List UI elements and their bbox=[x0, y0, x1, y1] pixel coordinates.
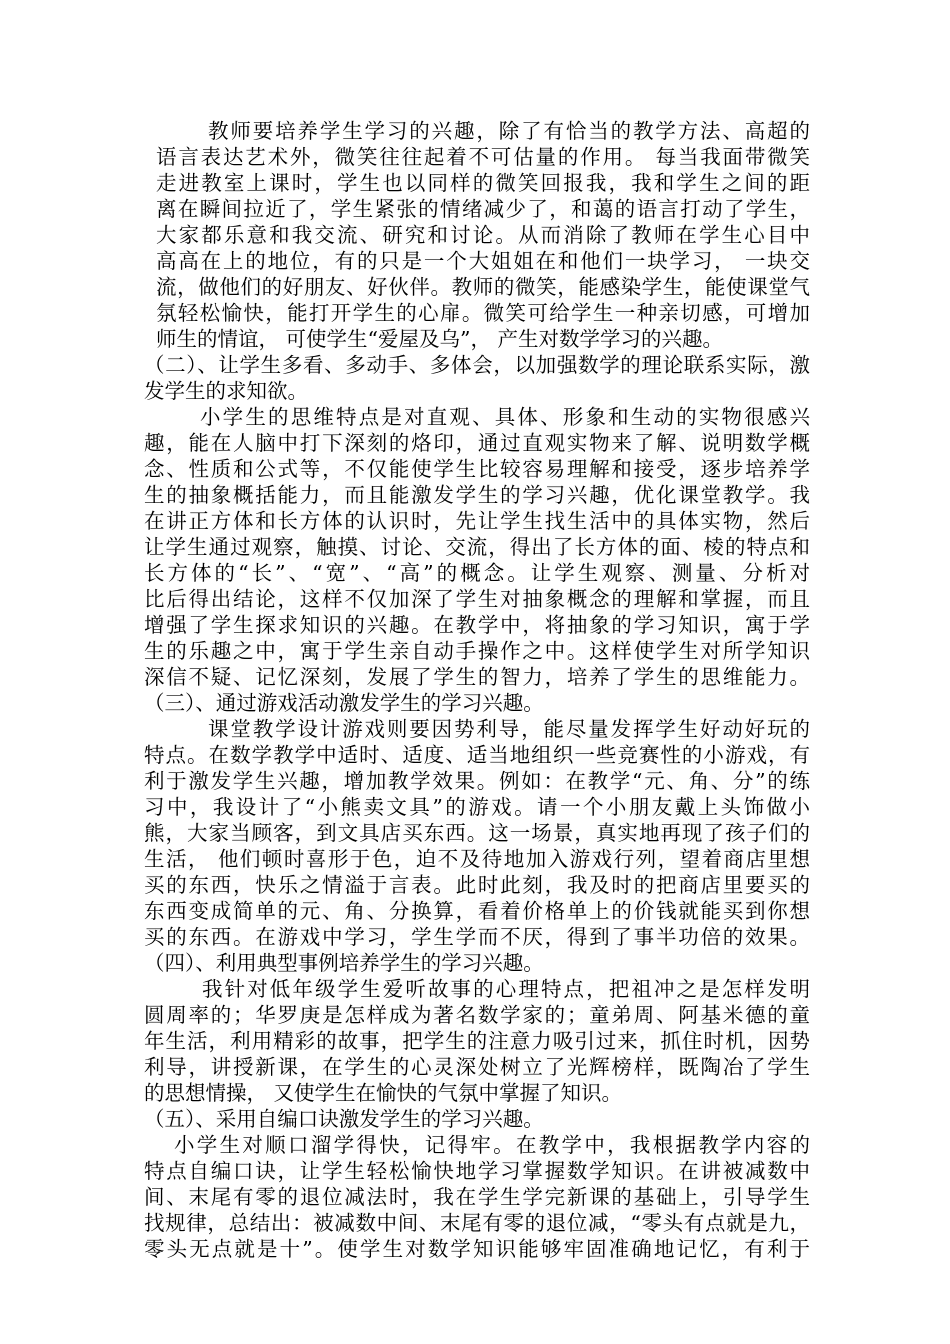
text-line: 比后得出结论，这样不仅加深了学生对抽象概念的理解和掌握，而且 bbox=[144, 587, 810, 611]
text-line: （五）、采用自编口诀激发学生的学习兴趣。 bbox=[144, 1107, 544, 1131]
text-line: 利于激发学生兴趣，增加教学效果。例如：在教学“元、角、分”的练 bbox=[144, 769, 810, 793]
text-line: 零头无点就是十”。使学生对数学知识能够牢固准确地记忆，有利于 bbox=[144, 1237, 810, 1261]
text-line: 间、末尾有零的退位减法时，我在学生学完新课的基础上，引导学生 bbox=[144, 1185, 810, 1209]
text-line: （二）、让学生多看、多动手、多体会，以加强数学的理论联系实际，激 bbox=[144, 353, 810, 377]
text-line: 买的东西，快乐之情溢于言表。此时此刻，我及时的把商店里要买的 bbox=[144, 873, 810, 897]
text-line: 走进教室上课时，学生也以同样的微笑回报我，我和学生之间的距 bbox=[156, 171, 810, 195]
text-line: 离在瞬间拉近了，学生紧张的情绪减少了，和蔼的语言打动了学生， bbox=[156, 197, 810, 221]
text-line: 高高在上的地位，有的只是一个大姐姐在和他们一块学习， 一块交 bbox=[156, 249, 810, 273]
text-line: 在讲正方体和长方体的认识时，先让学生找生活中的具体实物，然后 bbox=[144, 509, 810, 533]
text-line: 师生的情谊， 可使学生“爱屋及乌”， 产生对数学学习的兴趣。 bbox=[156, 327, 723, 351]
text-line: 小学生的思维特点是对直观、具体、形象和生动的实物很感兴 bbox=[200, 405, 810, 429]
text-line: 找规律，总结出：被减数中间、末尾有零的退位减，“零头有点就是九， bbox=[144, 1211, 810, 1235]
text-line: 课堂教学设计游戏则要因势利导，能尽量发挥学生好动好玩的 bbox=[208, 717, 810, 741]
text-line: 趣，能在人脑中打下深刻的烙印，通过直观实物来了解、说明数学概 bbox=[144, 431, 810, 455]
text-line: 年生活，利用精彩的故事，把学生的注意力吸引过来，抓住时机，因势 bbox=[144, 1029, 810, 1053]
text-line: 我针对低年级学生爱听故事的心理特点，把祖冲之是怎样发明 bbox=[202, 977, 810, 1001]
text-line: 东西变成简单的元、角、分换算，看着价格单上的价钱就能买到你想 bbox=[144, 899, 810, 923]
text-line: 增强了学生探求知识的兴趣。在教学中，将抽象的学习知识，寓于学 bbox=[144, 613, 810, 637]
text-line: 语言表达艺术外，微笑往往起着不可估量的作用。 每当我面带微笑 bbox=[156, 145, 810, 169]
text-line: 氛轻松愉快，能打开学生的心扉。微笑可给学生一种亲切感，可增加 bbox=[156, 301, 810, 325]
text-line: 生的抽象概括能力，而且能激发学生的学习兴趣，优化课堂教学。我 bbox=[144, 483, 810, 507]
text-line: 生活， 他们顿时喜形于色，迫不及待地加入游戏行列，望着商店里想 bbox=[144, 847, 810, 871]
text-line: 深信不疑、记忆深刻，发展了学生的智力，培养了学生的思维能力。 bbox=[144, 665, 810, 689]
text-line: 念、性质和公式等，不仅能使学生比较容易理解和接受，逐步培养学 bbox=[144, 457, 810, 481]
text-line: 利导，讲授新课，在学生的心灵深处树立了光辉榜样，既陶冶了学生 bbox=[144, 1055, 810, 1079]
body-text bbox=[144, 118, 810, 1262]
text-line: 买的东西。在游戏中学习，学生学而不厌，得到了事半功倍的效果。 bbox=[144, 925, 810, 949]
text-line: （四）、利用典型事例培养学生的学习兴趣。 bbox=[144, 951, 544, 975]
text-line: 熊，大家当顾客，到文具店买东西。这一场景，真实地再现了孩子们的 bbox=[144, 821, 810, 845]
text-line: 长方体的“长”、“宽”、“高”的概念。让学生观察、测量、分析对 bbox=[144, 561, 810, 585]
text-line: 特点。在数学教学中适时、适度、适当地组织一些竞赛性的小游戏，有 bbox=[144, 743, 810, 767]
text-line: 大家都乐意和我交流、研究和讨论。从而消除了教师在学生心目中 bbox=[156, 223, 810, 247]
text-line: 圆周率的；华罗庚是怎样成为著名数学家的；童弟周、阿基米德的童 bbox=[144, 1003, 810, 1027]
text-line: （三）、通过游戏活动激发学生的学习兴趣。 bbox=[144, 691, 544, 715]
text-line: 的思想情操， 又使学生在愉快的气氛中掌握了知识。 bbox=[144, 1081, 623, 1105]
text-line: 小学生对顺口溜学得快，记得牢。在教学中，我根据教学内容的 bbox=[174, 1133, 810, 1157]
text-line: 教师要培养学生学习的兴趣，除了有恰当的教学方法、高超的 bbox=[208, 119, 810, 143]
text-line: 习中，我设计了“小熊卖文具”的游戏。请一个小朋友戴上头饰做小 bbox=[144, 795, 810, 819]
text-line: 生的乐趣之中，寓于学生亲自动手操作之中。这样使学生对所学知识 bbox=[144, 639, 810, 663]
text-line: 让学生通过观察，触摸、讨论、交流，得出了长方体的面、棱的特点和 bbox=[144, 535, 810, 559]
text-line: 发学生的求知欲。 bbox=[144, 379, 308, 403]
text-line: 流，做他们的好朋友、好伙伴。教师的微笑，能感染学生，能使课堂气 bbox=[156, 275, 810, 299]
text-line: 特点自编口诀，让学生轻松愉快地学习掌握数学知识。在讲被减数中 bbox=[144, 1159, 810, 1183]
